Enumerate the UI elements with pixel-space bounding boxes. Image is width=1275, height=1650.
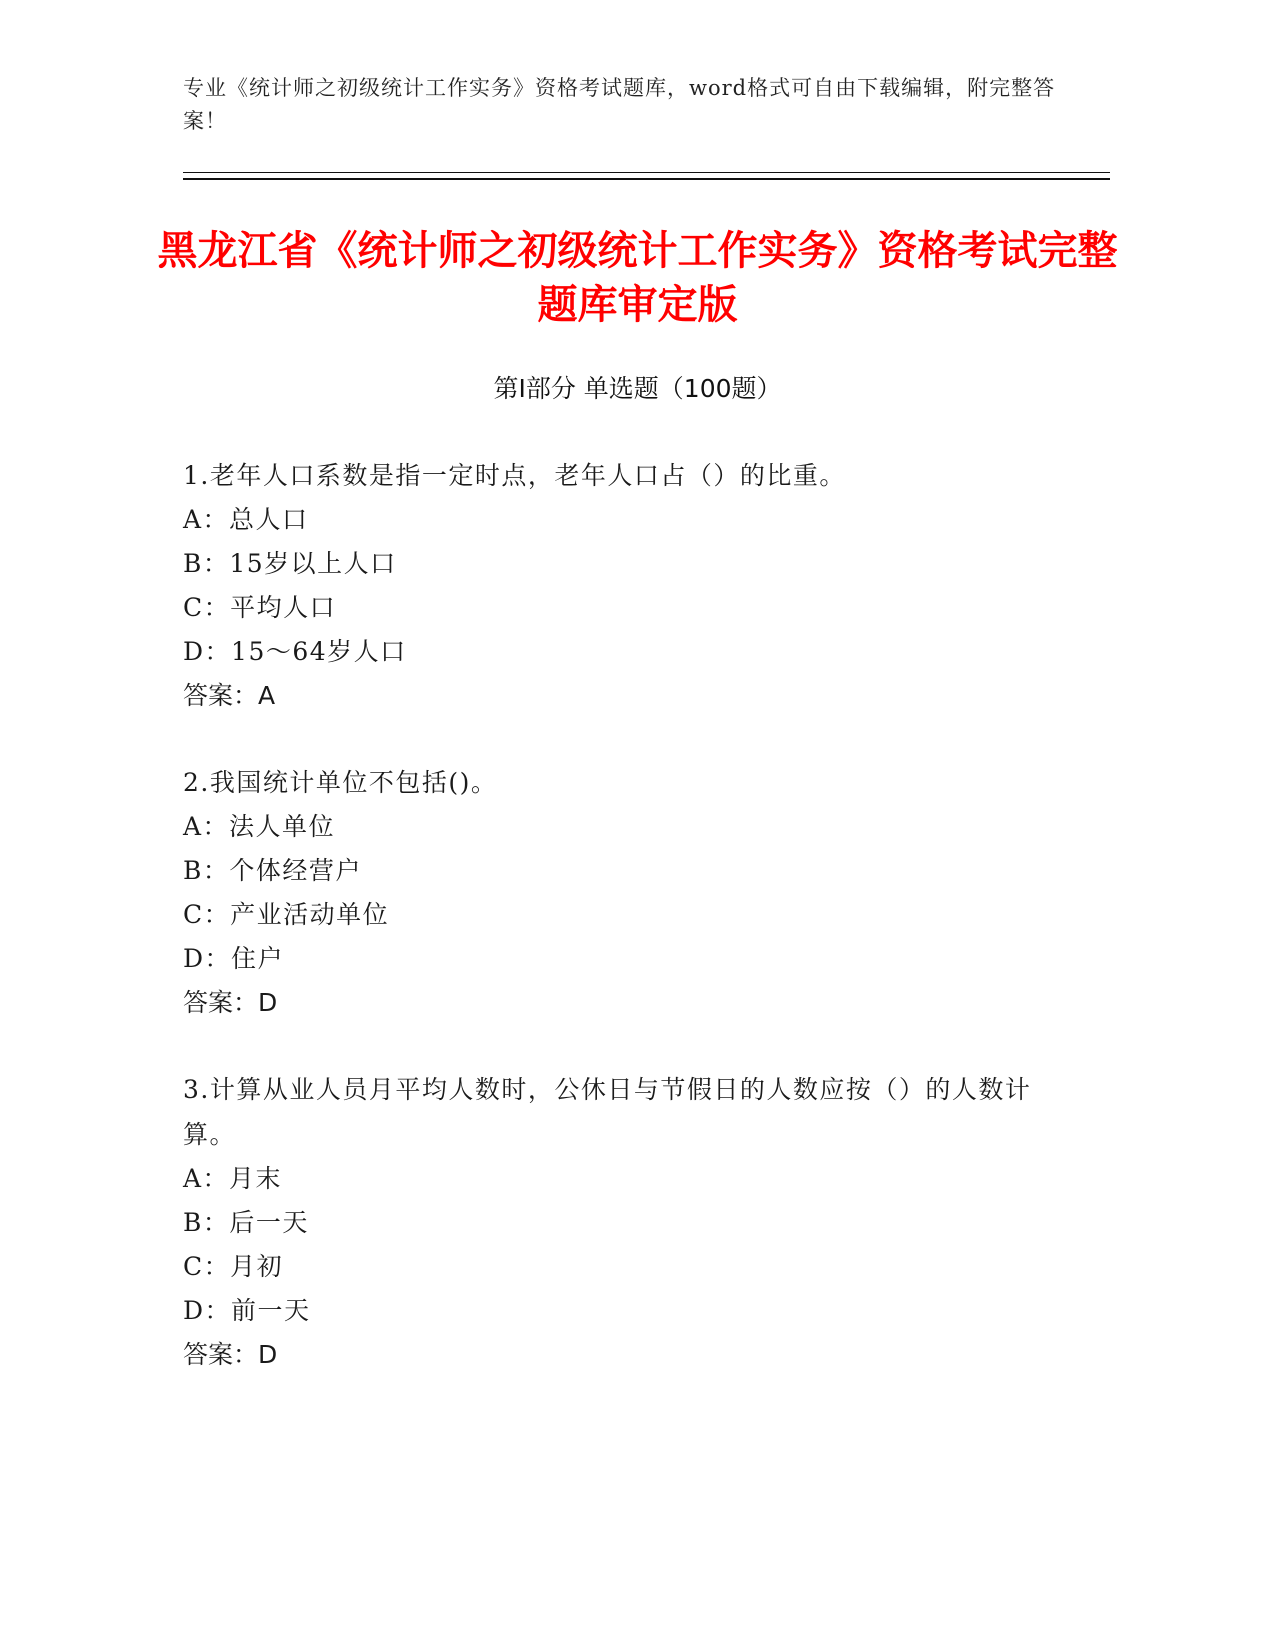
- option-d: D：前一天: [183, 1296, 311, 1325]
- header-note: 专业《统计师之初级统计工作实务》资格考试题库，word格式可自由下载编辑，附完整答案！: [183, 76, 1056, 133]
- answer: 答案：D: [183, 988, 278, 1017]
- answer: 答案：A: [183, 681, 276, 710]
- document-title: 黑龙江省《统计师之初级统计工作实务》资格考试完整题库审定版: [157, 228, 1118, 328]
- option-c: C：月初: [183, 1252, 284, 1281]
- header-divider-thick: [183, 178, 1110, 180]
- option-a: A：法人单位: [183, 812, 336, 841]
- option-a: A：月末: [183, 1164, 283, 1193]
- question-2: [183, 760, 1063, 1025]
- question-3: [183, 1067, 1063, 1377]
- option-d: D：15～64岁人口: [183, 637, 407, 666]
- answer: 答案：D: [183, 1340, 278, 1369]
- question-stem: 1.老年人口系数是指一定时点，老年人口占（）的比重。: [183, 461, 846, 490]
- option-b: B：个体经营户: [183, 856, 362, 885]
- option-a: A：总人口: [183, 505, 309, 534]
- header-divider-thin: [183, 172, 1110, 173]
- question-1: [183, 453, 1063, 718]
- question-list: [183, 453, 1063, 1419]
- section-heading: 第Ⅰ部分 单选题（100题）: [493, 374, 782, 403]
- option-c: C：平均人口: [183, 593, 337, 622]
- option-c: C：产业活动单位: [183, 900, 390, 929]
- option-b: B：后一天: [183, 1208, 309, 1237]
- question-stem: 3.计算从业人员月平均人数时，公休日与节假日的人数应按（）的人数计算。: [183, 1075, 1032, 1149]
- option-d: D：住户: [183, 944, 285, 973]
- question-stem: 2.我国统计单位不包括()。: [183, 768, 498, 797]
- option-b: B：15岁以上人口: [183, 549, 397, 578]
